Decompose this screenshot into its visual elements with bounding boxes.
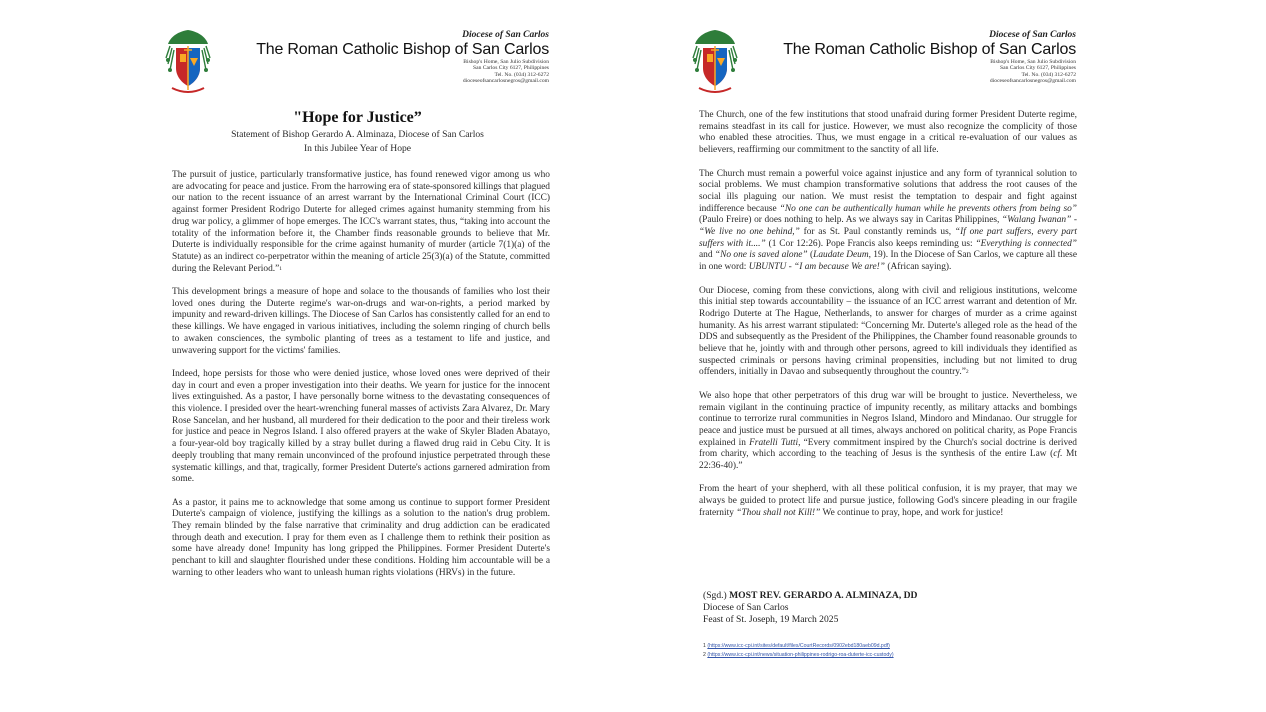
address-line: San Carlos City 6127, Philippines [1000, 65, 1076, 72]
statement-line: Statement of Bishop Gerardo A. Alminaza, Diocese of San Carlos [231, 129, 484, 140]
footnotes: 1 (https://www.icc-cpi.int/sites/default/files/CourtRecords/0902ebd180aeb09d.pdf) 2 (https://www.icc-cpi.int/news/situation-philippines-rodrigo-roa-duterte-icc-custody) [703, 643, 894, 658]
letterhead-title: The Roman Catholic Bishop of San Carlos [256, 41, 549, 58]
letterhead [687, 26, 1082, 96]
footnote-ref: 1 [279, 265, 283, 272]
diocese-label: Diocese of San Carlos [989, 30, 1076, 40]
phone-line: Tel. No. (034) 312-6272 [1021, 71, 1076, 78]
signature-date: Feast of St. Joseph, 19 March 2025 [703, 614, 839, 625]
coat-of-arms-icon [689, 28, 741, 98]
coat-of-arms-icon [162, 28, 214, 98]
paragraph: From the heart of your shepherd, with all these political confusion, it is my prayer, that may we always be guided to protect life and pursue justice, following God's sincere pleading in our fragile fraternity “Thou shall not Kill!” We continue to pray, hope, and work for justice! [699, 484, 1077, 518]
paragraph: The Church must remain a powerful voice against injustice and any form of tyrannical solution to social problems. We must champion transformative solutions that address the root causes of the social ills plaguing our nation. We must resist the temptation to despair and fight against indifference because “No one can be authentically human while he prevents others from being so” (Paulo Freire) or does nothing to help. As we always say in Caritas Philippines, “Walang Iwanan” - “We live no one behind,” for as St. Paul constantly reminds us, “If one part suffers, every part suffers with it....” (1 Cor 12:26). Pope Francis also keeps reminding us: “Everything is connected” and “No one is saved alone” (Laudate Deum, 19). In the Diocese of San Carlos, we capture all these in one word: UBUNTU - “I am because We are!” (African saying). [699, 168, 1078, 273]
letterhead [160, 26, 555, 96]
paragraph: We also hope that other perpetrators of this drug war will be brought to justice. Nevertheless, we remain vigilant in the continuing practice of impunity recently, as military attacks and bombings continue to terrorize rural communities in Negros Island, Mindoro and Mindanao. Our struggle for peace and justice must be pursued at all times, always anchored on political charity, as Pope Francis explained in Fratelli Tutti, “Every commitment inspired by the Church's social doctrine is derived from charity, which according to the teaching of Jesus is the synthesis of the entire Law (cf. Mt 22:36-40).” [699, 390, 1077, 472]
paragraph: As a pastor, it pains me to acknowledge that some among us continue to support former President Duterte's campaign of violence, justifying the killings as a solution to the nation's drug problem. They remain blinded by the false narrative that criminality and drug addiction can be eradicated through death and execution. I pray for them even as I challenge them to rethink their position as some have already done! Impunity has long gripped the Philippines. Former President Duterte's penchant to kill and slaughter flourished under these conditions. Holding him accountable will be a warning to other leaders who want to unleash human rights violations (HRVs) in the future. [172, 497, 550, 578]
address-line: San Carlos City 6127, Philippines [473, 65, 549, 72]
email-line: dioceseofsancarlosnegros@gmail.com [989, 78, 1076, 85]
address-line: Bishop's Home, San Julio Subdivision [990, 59, 1076, 65]
signature-block: (Sgd.) MOST REV. GERARDO A. ALMINAZA, DD Diocese of San Carlos Feast of St. Joseph, 19 March 2025 [703, 590, 1063, 626]
paragraph: Indeed, hope persists for those who were denied justice, whose loved ones were deprived of their day in court and even a proper investigation into their deaths. We yearn for justice for the innocent lives extinguished. As a pastor, I have personally borne witness to the devastating consequences of this violence. I presided over the heart-wrenching funeral masses of activists Zara Alvarez, Dr. Mary Rose Sancelan, and her husband, all murdered for their dedication to the poor and their tireless work for justice and peace in Negros Island. I also offered prayers at the wake of Skyler Bladen Abatayo, a four-year-old boy tragically killed by a stray bullet during a flawed drug raid in Cebu City. It is deeply troubling that many remain unconvinced of the profound injustice perpetrated through these systematic killings, and that, tragically, former President Duterte's actions garnered admiration from some. [172, 368, 550, 485]
footnote-link-1[interactable]: (https://www.icc-cpi.int/sites/default/files/CourtRecords/0902ebd180aeb09d.pdf) [707, 643, 890, 649]
page2-body [699, 110, 1077, 531]
email-line: dioceseofsancarlosnegros@gmail.com [462, 78, 549, 85]
signatory-diocese: Diocese of San Carlos [703, 602, 789, 613]
phone-line: Tel. No. (034) 312-6272 [494, 71, 549, 78]
diocese-label: Diocese of San Carlos [462, 30, 549, 40]
paragraph: The Church, one of the few institutions that stood unafraid during former President Duterte regime, remains steadfast in its call for justice. However, we must also recognize the complicity of those who enabled these atrocities. Thus, we must engage in a critical re-evaluation of our values as believers, reaffirming our commitment to the sanctity of all life. [699, 110, 1077, 156]
title-block [160, 108, 555, 156]
document-page-1 [160, 0, 555, 712]
paragraph: The pursuit of justice, particularly transformative justice, has found renewed vigor among us who are advocating for peace and justice. From the harrowing era of state-sponsored killings that plagued our nation to the recent issuance of an arrest warrant by the International Criminal Court (ICC) against former President Rodrigo Duterte for alleged crimes against humanity stemming from his drug war policy, a glimmer of hope emerges. The ICC's warrant states, thus, “taking into account the totality of the information before it, the Chamber finds reasonable grounds to believe that Mr. Duterte is individually responsible for the crime against humanity of murder (article 7(1)(a) of the Statute) as an indirect co-perpetrator within the meaning of article 25(3)(a) of the Statute, committed during the Relevant Period.”$^1$ [172, 170, 550, 274]
address-line: Bishop's Home, San Julio Subdivision [463, 59, 549, 65]
document-page-2 [687, 0, 1082, 712]
page1-body [172, 170, 550, 591]
signatory-name: MOST REV. GERARDO A. ALMINAZA, DD [729, 590, 918, 601]
occasion-line: In this Jubilee Year of Hope [303, 143, 412, 154]
paragraph: Our Diocese, coming from these convictions, along with civil and religious institutions, welcome this initial step towards accountability – the issuance of an ICC arrest warrant and detention of Mr. Rodrigo Duterte at The Hague, Netherlands, to answer for charges of murder as a crime against humanity. As his arrest warrant stipulated: “Concerning Mr. Duterte's alleged role as the head of the DDS and subsequently as the President of the Philippines, the Chamber found reasonable grounds to believe that he, jointly with and through other persons, agreed to kill individuals they identified as suspected criminals or persons having criminal propensities, including but not limited to drug offenders, initially in Davao and subsequently throughout the country.”$^2$ [699, 285, 1077, 378]
paragraph: This development brings a measure of hope and solace to the thousands of families who lost their loved ones during the Duterte regime's war-on-drugs and war-on-rights, a period marked by impunity and reward-driven killings. The Diocese of San Carlos has consistently called for an end to these killings. We have engaged in various initiatives, including the solemn ringing of church bells to awaken consciences, the symbolic planting of trees as a testament to life and justice, and unwavering support for the victims' families. [172, 287, 550, 356]
footnote-ref: 2 [965, 369, 969, 376]
document-title: "Hope for Justice” [293, 109, 422, 126]
footnote-link-2[interactable]: (https://www.icc-cpi.int/news/situation-philippines-rodrigo-roa-duterte-icc-custody) [707, 652, 894, 658]
letterhead-title: The Roman Catholic Bishop of San Carlos [783, 41, 1076, 58]
